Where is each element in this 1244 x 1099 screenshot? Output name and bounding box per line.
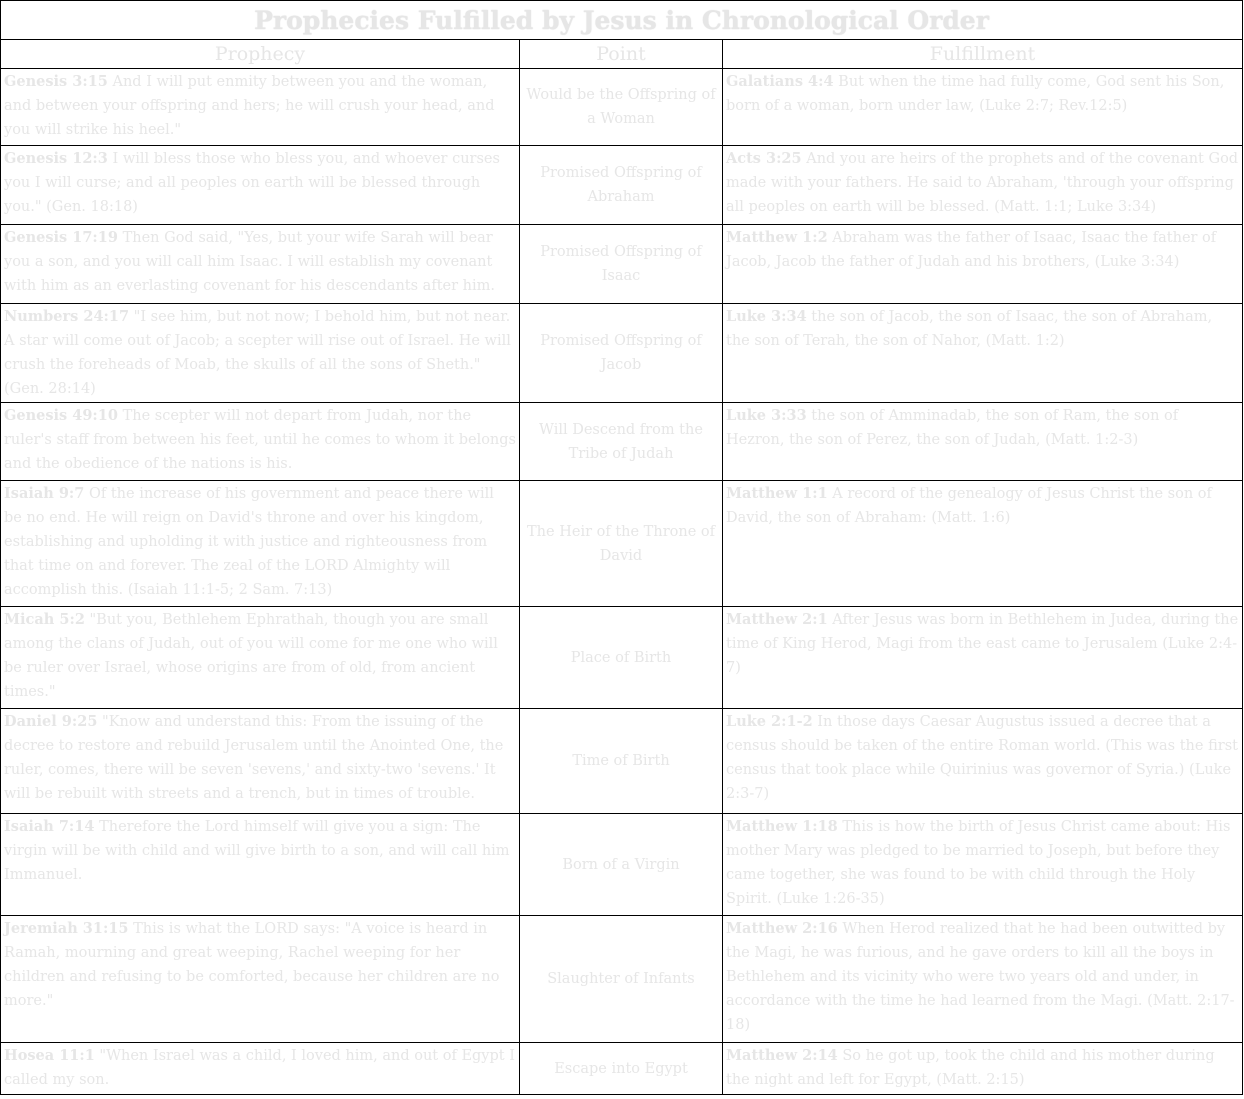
prophecy-text: "Know and understand this: From the issuing of the decree to restore and rebuild Jerusalem until the Anointed One, the ruler, comes, there will be seven 'sevens,' and sixty-two 'sevens.' It will be rebuilt with streets and a trench, but in times of trouble. — [4, 714, 504, 802]
fulfillment-reference: Luke 2:1-2 — [726, 713, 813, 730]
fulfillment-text: A record of the genealogy of Jesus Christ the son of David, the son of Abraham: (Matt. 1:6) — [726, 486, 1212, 526]
prophecy-cell — [1, 1043, 520, 1095]
prophecy-cell — [1, 481, 520, 607]
fulfillment-reference: Matthew 2:1 — [726, 611, 828, 628]
fulfillment-reference: Matthew 1:18 — [726, 818, 838, 835]
fulfillment-text: But when the time had fully come, God sent his Son, born of a woman, born under law, (Luke 2:7; Rev.12:5) — [726, 74, 1225, 114]
table-row — [1, 916, 1243, 1043]
fulfillment-cell — [723, 225, 1243, 304]
prophecy-cell — [1, 916, 520, 1043]
fulfillment-cell — [723, 403, 1243, 481]
table-row — [1, 481, 1243, 607]
fulfillment-cell — [723, 146, 1243, 225]
point-cell: Would be the Offspring of a Woman — [520, 69, 723, 146]
fulfillment-reference: Galatians 4:4 — [726, 73, 834, 90]
prophecy-reference: Genesis 17:19 — [4, 229, 118, 246]
point-cell: Born of a Virgin — [520, 814, 723, 916]
fulfillment-text: In those days Caesar Augustus issued a decree that a census should be taken of the entire Roman world. (This was the first census that took place while Quirinius was governor of Syria.) (Luke 2:3-7) — [726, 714, 1238, 802]
prophecy-text: The scepter will not depart from Judah, nor the ruler's staff from between his feet, until he comes to whom it belongs and the obedience of the nations is his. — [4, 408, 516, 472]
column-header-point: Point — [520, 40, 723, 69]
prophecy-text: "But you, Bethlehem Ephrathah, though you are small among the clans of Judah, out of you will come for me one who will be ruler over Israel, whose origins are from of old, from ancient times." — [4, 612, 498, 700]
fulfillment-cell — [723, 1043, 1243, 1095]
point-cell: Place of Birth — [520, 607, 723, 709]
point-cell: Will Descend from the Tribe of Judah — [520, 403, 723, 481]
table-row — [1, 607, 1243, 709]
fulfillment-cell — [723, 709, 1243, 814]
prophecy-reference: Daniel 9:25 — [4, 713, 98, 730]
table-row — [1, 69, 1243, 146]
prophecy-reference: Micah 5:2 — [4, 611, 85, 628]
header-row — [1, 40, 1243, 69]
fulfillment-text: the son of Jacob, the son of Isaac, the son of Abraham, the son of Terah, the son of Nahor, (Matt. 1:2) — [726, 309, 1213, 349]
point-cell: The Heir of the Throne of David — [520, 481, 723, 607]
prophecy-reference: Genesis 49:10 — [4, 407, 118, 424]
table-row — [1, 709, 1243, 814]
point-cell: Time of Birth — [520, 709, 723, 814]
fulfillment-cell — [723, 304, 1243, 403]
prophecy-reference: Jeremiah 31:15 — [4, 920, 129, 937]
prophecy-cell — [1, 403, 520, 481]
fulfillment-reference: Matthew 1:2 — [726, 229, 828, 246]
fulfillment-text: And you are heirs of the prophets and of the covenant God made with your fathers. He said to Abraham, 'through your offspring all peoples on earth will be blessed. (Matt. 1:1; Luke 3:34) — [726, 151, 1239, 215]
prophecy-reference: Isaiah 7:14 — [4, 818, 95, 835]
fulfillment-cell — [723, 607, 1243, 709]
table-row — [1, 1043, 1243, 1095]
prophecy-text: Therefore the Lord himself will give you a sign: The virgin will be with child and will give birth to a son, and will call him Immanuel. — [4, 819, 510, 883]
table-row — [1, 304, 1243, 403]
fulfillment-reference: Luke 3:33 — [726, 407, 807, 424]
table-row — [1, 146, 1243, 225]
prophecy-cell — [1, 146, 520, 225]
fulfillment-cell — [723, 481, 1243, 607]
table-body — [1, 69, 1243, 1095]
prophecy-reference: Genesis 3:15 — [4, 73, 108, 90]
point-cell: Escape into Egypt — [520, 1043, 723, 1095]
fulfillment-reference: Luke 3:34 — [726, 308, 807, 325]
prophecy-reference: Numbers 24:17 — [4, 308, 130, 325]
table-title: Prophecies Fulfilled by Jesus in Chronological Order — [1, 1, 1243, 40]
point-cell: Promised Offspring of Jacob — [520, 304, 723, 403]
prophecy-text: This is what the LORD says: "A voice is heard in Ramah, mourning and great weeping, Rachel weeping for her children and refusing to be comforted, because her children are no more." — [4, 921, 500, 1009]
title-row — [1, 1, 1243, 40]
table-row — [1, 814, 1243, 916]
fulfillment-reference: Matthew 2:16 — [726, 920, 838, 937]
prophecy-text: And I will put enmity between you and the woman, and between your offspring and hers; he will crush your head, and you will strike his heel." — [4, 74, 495, 138]
fulfillment-cell — [723, 69, 1243, 146]
prophecy-cell — [1, 225, 520, 304]
fulfillment-text: the son of Amminadab, the son of Ram, the son of Hezron, the son of Perez, the son of Judah, (Matt. 1:2-3) — [726, 408, 1179, 448]
fulfillment-cell — [723, 916, 1243, 1043]
fulfillment-reference: Matthew 2:14 — [726, 1047, 838, 1064]
column-header-prophecy: Prophecy — [1, 40, 520, 69]
prophecy-reference: Genesis 12:3 — [4, 150, 108, 167]
prophecy-text: Then God said, "Yes, but your wife Sarah will bear you a son, and you will call him Isaac. I will establish my covenant with him as an everlasting covenant for his descendants after him. — [4, 230, 495, 294]
fulfillment-text: When Herod realized that he had been outwitted by the Magi, he was furious, and he gave orders to kill all the boys in Bethlehem and its vicinity who were two years old and under, in accordance with the time he had learned from the Magi. (Matt. 2:17-18) — [726, 921, 1235, 1033]
point-cell: Promised Offspring of Abraham — [520, 146, 723, 225]
table-row — [1, 225, 1243, 304]
prophecy-cell — [1, 607, 520, 709]
fulfillment-cell — [723, 814, 1243, 916]
prophecy-text: "When Israel was a child, I loved him, and out of Egypt I called my son. — [4, 1048, 515, 1088]
fulfillment-text: Abraham was the father of Isaac, Isaac the father of Jacob, Jacob the father of Judah and his brothers, (Luke 3:34) — [726, 230, 1217, 270]
prophecy-text: "I see him, but not now; I behold him, but not near. A star will come out of Jacob; a scepter will rise out of Israel. He will crush the foreheads of Moab, the skulls of all the sons of Sheth." (Gen. 28:14) — [4, 309, 511, 397]
fulfillment-text: So he got up, took the child and his mother during the night and left for Egypt, (Matt. 2:15) — [726, 1048, 1215, 1088]
prophecy-text: Of the increase of his government and peace there will be no end. He will reign on David's throne and over his kingdom, establishing and upholding it with justice and righteousness from that time on and forever. The zeal of the LORD Almighty will accomplish this. (Isaiah 11:1-5; 2 Sam. 7:13) — [4, 486, 494, 598]
fulfillment-text: This is how the birth of Jesus Christ came about: His mother Mary was pledged to be married to Joseph, but before they came together, she was found to be with child through the Holy Spirit. (Luke 1:26-35) — [726, 819, 1231, 907]
point-cell: Slaughter of Infants — [520, 916, 723, 1043]
point-cell: Promised Offspring of Isaac — [520, 225, 723, 304]
table-row — [1, 403, 1243, 481]
fulfillment-text: After Jesus was born in Bethlehem in Judea, during the time of King Herod, Magi from the east came to Jerusalem (Luke 2:4-7) — [726, 612, 1239, 676]
fulfillment-reference: Acts 3:25 — [726, 150, 802, 167]
fulfillment-reference: Matthew 1:1 — [726, 485, 828, 502]
prophecy-cell — [1, 814, 520, 916]
prophecy-cell — [1, 304, 520, 403]
prophecy-reference: Hosea 11:1 — [4, 1047, 95, 1064]
prophecy-reference: Isaiah 9:7 — [4, 485, 85, 502]
prophecy-cell — [1, 709, 520, 814]
column-header-fulfillment: Fulfillment — [723, 40, 1243, 69]
prophecy-cell — [1, 69, 520, 146]
prophecy-text: I will bless those who bless you, and whoever curses you I will curse; and all peoples on earth will be blessed through you." (Gen. 18:18) — [4, 151, 500, 215]
